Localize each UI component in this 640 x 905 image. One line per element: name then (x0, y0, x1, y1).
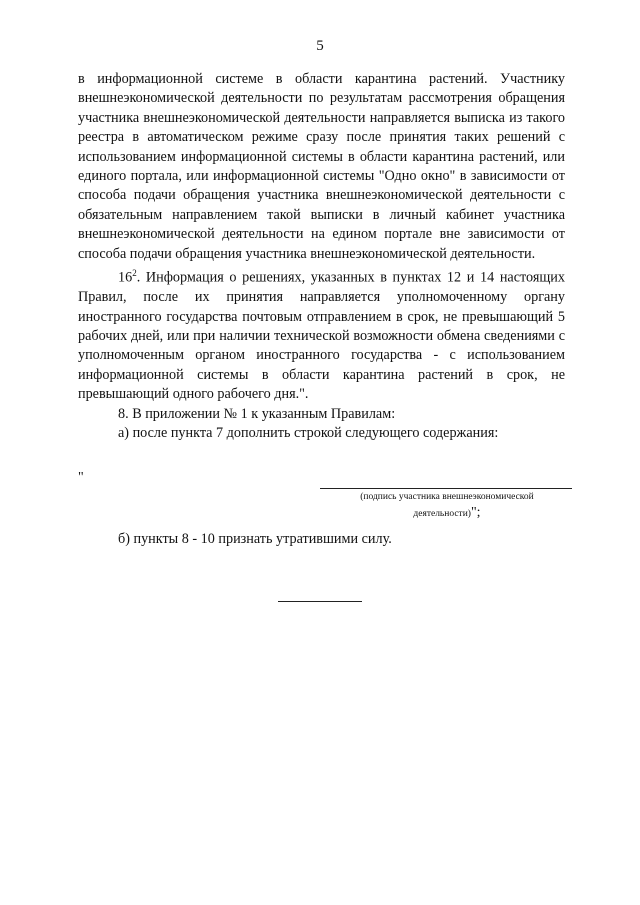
clause-text: . Информация о решениях, указанных в пунктах 12 и 14 настоящих Правил, после их принятия направляется уполномоченному органу иностранного государства почтовым отправлением в срок, не превышающий 5 рабочих дней, или при наличии технической возможности обмена сведениями с уполномоченным органом иностранного государства - с использованием информационной системы в области карантина растений в срок, не превышающий одного рабочего дня.". (78, 269, 565, 403)
document-body (78, 70, 565, 443)
signature-block (78, 470, 578, 530)
signature-caption-line2: деятельности)"; (413, 505, 481, 520)
paragraph-16-2 (78, 264, 565, 405)
signature-close-quote: "; (470, 505, 481, 520)
paragraph-a: а) после пункта 7 дополнить строкой следующего содержания: (118, 425, 499, 442)
page-number: 5 (316, 38, 324, 54)
signature-caption-line1: (подпись участника внешнеэкономической (360, 492, 534, 502)
signature-line (320, 488, 572, 489)
paragraph-continuation: в информационной системе в области карантина растений. Участнику внешнеэкономической деятельности по результатам рассмотрения обращения участника внешнеэкономической деятельности направляется выписка из такого реестра в автоматическом режиме сразу после принятия таких решений с использованием информационной системы в области карантина растений, или единого портала, или информационной системы "Одно окно" в зависимости от способа подачи обращения участника внешнеэкономической деятельности с обязательным направлением такой выписки в личный кабинет участника внешнеэкономической деятельности на едином портале вне зависимости от способа подачи обращения участника внешнеэкономической деятельности. (78, 71, 565, 262)
clause-superscript: 2 (132, 268, 137, 279)
signature-open-quote: " (78, 470, 84, 485)
end-divider (278, 601, 362, 602)
paragraph-b: б) пункты 8 - 10 признать утратившими силу. (118, 531, 392, 547)
paragraph-8: 8. В приложении № 1 к указанным Правилам: (118, 405, 396, 422)
clause-number: 16 (118, 269, 133, 286)
signature-caption (332, 490, 562, 522)
